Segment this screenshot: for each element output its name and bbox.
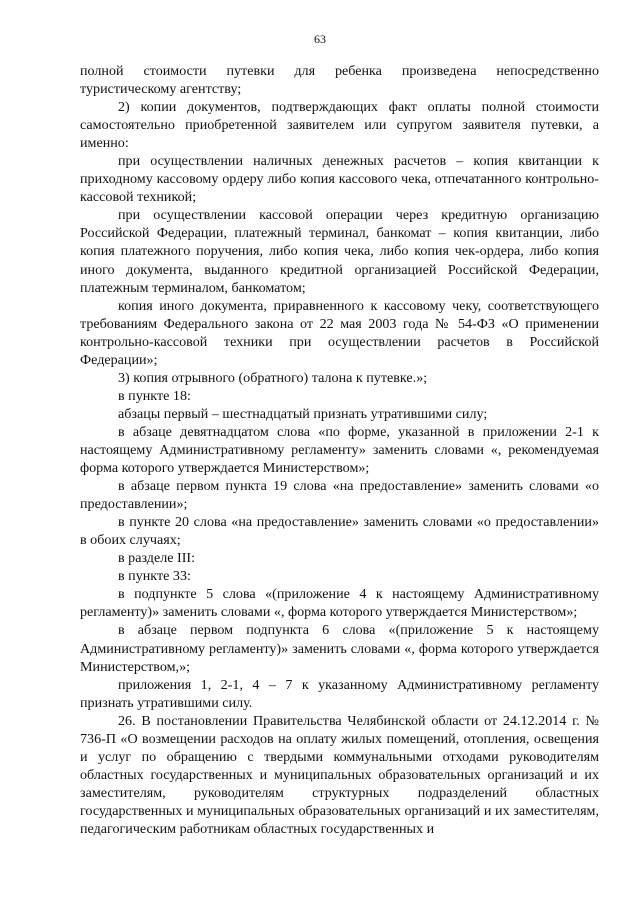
paragraph: в пункте 18:: [118, 387, 191, 404]
paragraph: в абзаце первом подпункта 6 слова «(приложение 5 к настоящему Административному регламенту)» заменить словами «, форма которого утверждается Министерством,»;: [80, 622, 599, 675]
paragraph: в пункте 20 слова «на предоставление» заменить словами «о предоставлении» в обоих случаях;: [80, 514, 599, 549]
paragraph: в абзаце девятнадцатом слова «по форме, указанной в приложении 2-1 к настоящему Административному регламенту» заменить словами «, рекомендуемая форма которого утверждается Министерством»;: [80, 423, 599, 477]
page-number: 63: [314, 32, 326, 46]
document-body: [80, 62, 599, 838]
paragraph: в пункте 33:: [118, 568, 191, 585]
paragraph: 3) копия отрывного (обратного) талона к путевке.»;: [118, 369, 428, 386]
paragraph: в разделе III:: [118, 550, 196, 567]
paragraph: копия иного документа, приравненного к кассовому чеку, соответствующего требованиям Федерального закона от 22 мая 2003 года № 54-ФЗ «О применении контрольно-кассовой техники при осуществлении расчетов в Российской Федерации»;: [80, 297, 599, 368]
paragraph: при осуществлении кассовой операции через кредитную организацию Российской Федерации, платежный терминал, банкомат – копия квитанции, либо копия платежного поручения, либо копия чека, либо копия чек-ордера, либо копия иного документа, выданного кредитной организацией Российской Федерации, платежным терминалом, банкоматом;: [80, 207, 599, 296]
paragraph: при осуществлении наличных денежных расчетов – копия квитанции к приходному кассовому ордеру либо копия кассового чека, отпечатанного контрольно-кассовой техникой;: [80, 153, 599, 206]
paragraph: полной стоимости путевки для ребенка произведена непосредственно туристическому агентству;: [80, 63, 599, 98]
paragraph: 2) копии документов, подтверждающих факт оплаты полной стоимости самостоятельно приобретенной заявителем или супругом заявителя путевки, а именно:: [80, 99, 599, 152]
paragraph: 26. В постановлении Правительства Челябинской области от 24.12.2014 г. № 736-П «О возмещении расходов на оплату жилых помещений, отопления, освещения и услуг по обращению с твердыми коммунальными отходами руководителям областных государственных и муниципальных образовательных организаций и их заместителям, руководителям структурных подразделений областных государственных и муниципальных образовательных организаций и их заместителям, педагогическим работникам областных государственных и: [80, 712, 599, 837]
paragraph: абзацы первый – шестнадцатый признать утратившими силу;: [118, 405, 488, 422]
paragraph: в абзаце первом пункта 19 слова «на предоставление» заменить словами «о предоставлении»;: [80, 478, 599, 513]
paragraph: приложения 1, 2-1, 4 – 7 к указанному Административному регламенту признать утратившими силу.: [80, 676, 599, 711]
paragraph: в подпункте 5 слова «(приложение 4 к настоящему Административному регламенту)» заменить словами «, форма которого утверждается Министерством»;: [80, 586, 599, 621]
